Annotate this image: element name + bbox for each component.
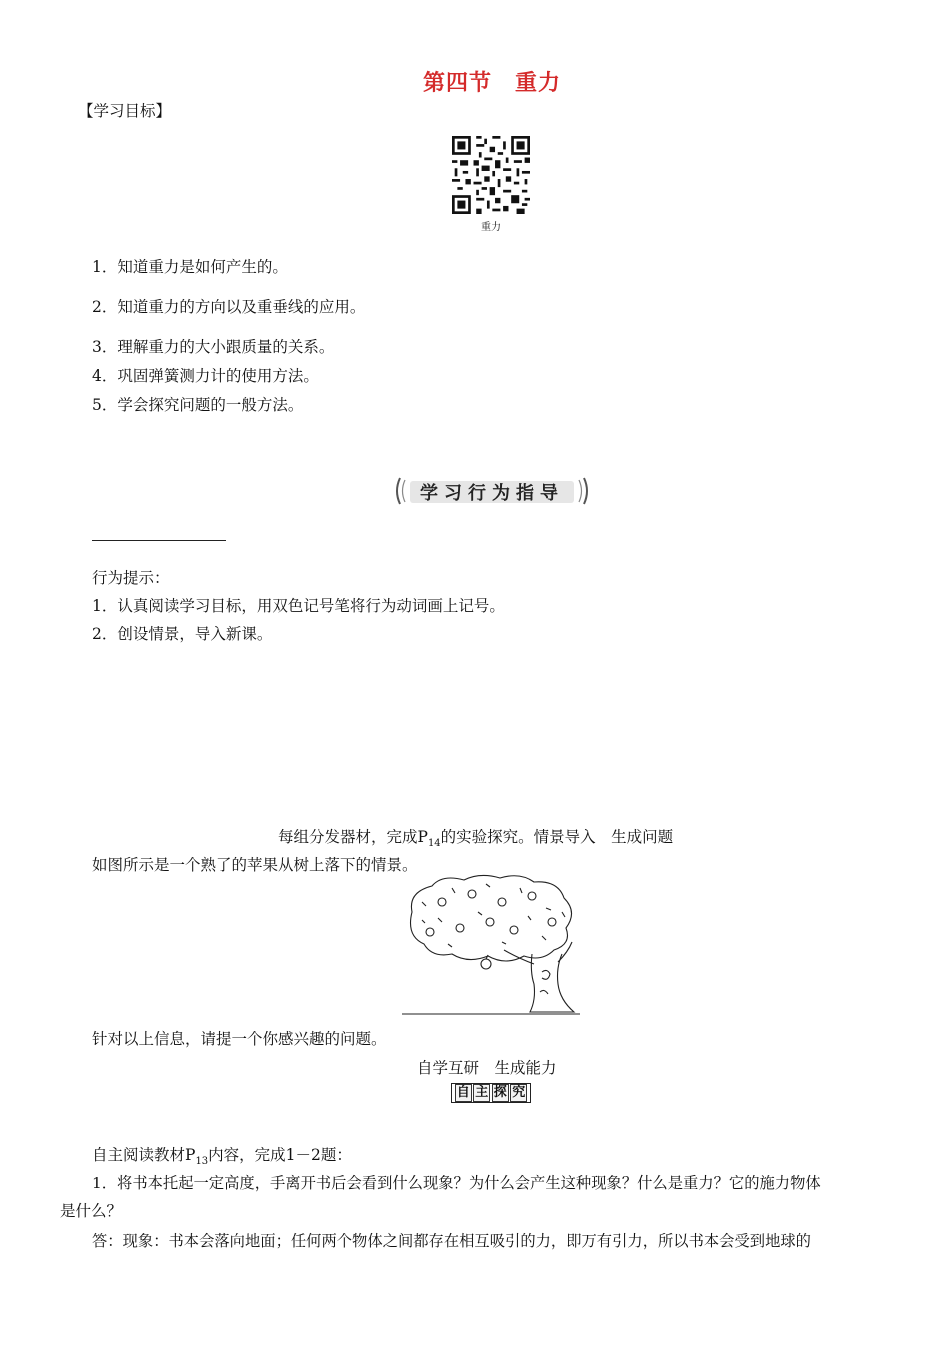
section-tag-char: 探 — [493, 1085, 507, 1100]
reading-line-sub: 13 — [195, 1156, 209, 1168]
qr-caption: 重力 — [481, 222, 501, 233]
intro-line-post: 的实验探究。情景导入 生成问题 — [440, 828, 674, 846]
answer-line: 答：现象：书本会落向地面；任何两个物体之间都存在相互吸引的力，即万有引力，所以书本会受到地球的 — [92, 1232, 811, 1250]
question-1-line-2: 是什么？ — [60, 1202, 123, 1220]
divider-line — [92, 540, 226, 541]
objective-item: 5．学会探究问题的一般方法。 — [92, 396, 304, 414]
objective-item: 4．巩固弹簧测力计的使用方法。 — [92, 367, 319, 385]
objectives-label: 【学习目标】 — [78, 102, 172, 120]
reading-line-pre: 自主阅读教材P — [92, 1146, 196, 1164]
reading-line-post: 内容，完成1－2题： — [208, 1146, 352, 1164]
section-tag-char: 自 — [456, 1085, 470, 1100]
figure-caption: 如图所示是一个熟了的苹果从树上落下的情景。 — [92, 856, 418, 874]
hint-item: 1．认真阅读学习目标，用双色记号笔将行为动词画上记号。 — [92, 597, 505, 615]
objective-item: 2．知道重力的方向以及重垂线的应用。 — [92, 298, 366, 316]
hints-label: 行为提示： — [92, 569, 170, 587]
question-1-line-1: 1．将书本托起一定高度，手离开书后会看到什么现象？为什么会产生这种现象？什么是重力？它的施力物体 — [92, 1174, 821, 1192]
objective-item: 3．理解重力的大小跟质量的关系。 — [92, 338, 335, 356]
reading-line — [92, 1144, 352, 1166]
intro-line-sub: 14 — [427, 838, 441, 850]
intro-line-pre: 每组分发器材，完成P — [278, 828, 428, 846]
objective-item: 1．知道重力是如何产生的。 — [92, 258, 288, 276]
section-heading: 自学互研 生成能力 — [417, 1059, 557, 1077]
section-tag-char: 究 — [512, 1085, 526, 1100]
apple-tree-illustration — [402, 872, 580, 1022]
page-title: 第四节 重力 — [422, 70, 561, 96]
hint-item: 2．创设情景，导入新课。 — [92, 625, 273, 643]
banner-text: 学习行为指导 — [420, 483, 564, 504]
intro-line — [278, 826, 673, 848]
section-tag — [451, 1083, 531, 1103]
section-tag-char: 主 — [475, 1085, 489, 1100]
qr-code-icon[interactable] — [452, 136, 530, 214]
question-prompt: 针对以上信息，请提一个你感兴趣的问题。 — [92, 1030, 387, 1048]
section-banner — [392, 472, 592, 510]
